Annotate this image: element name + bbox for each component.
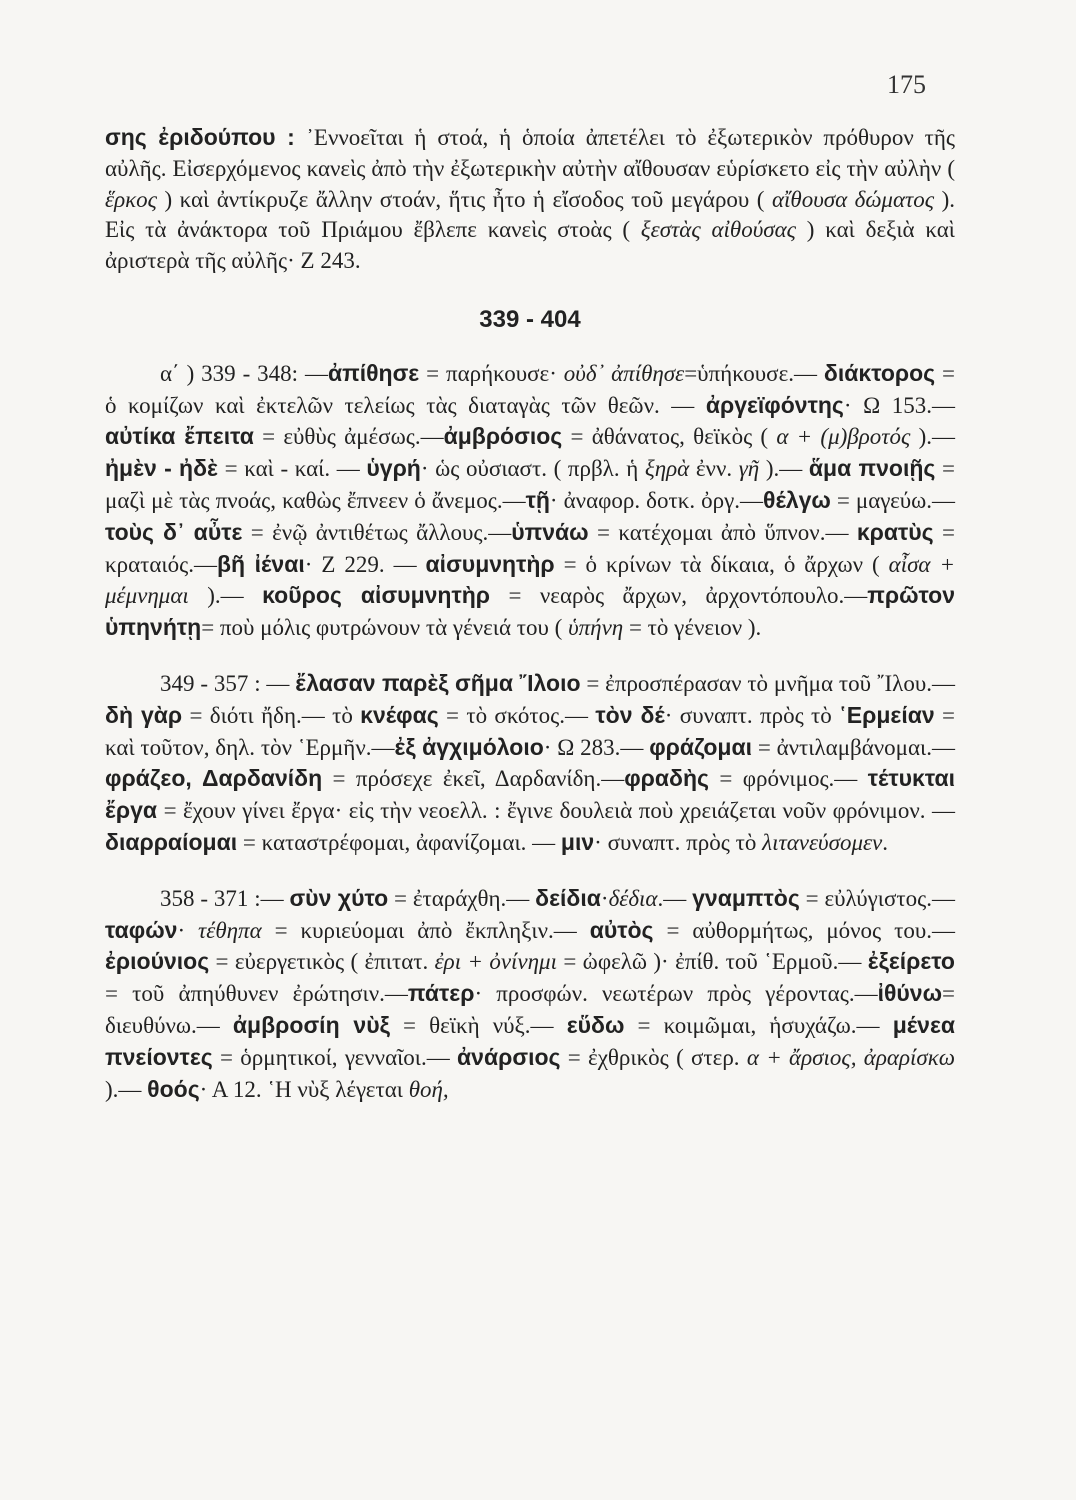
text-run: ).— — [105, 1076, 148, 1102]
lemma-term: ταφών — [105, 916, 178, 943]
italic-citation: ἕρκος — [105, 186, 157, 212]
lemma-term: δείδια — [535, 884, 601, 911]
text-run: ).— — [759, 456, 809, 482]
lemma-term: δὴ γὰρ — [105, 701, 183, 728]
text-run: ).— — [910, 424, 956, 450]
text-run: = μαζὶ μὲ τὰς πνοάς, καθὼς ἔπνεεν ὁ ἄνεμος.— — [105, 456, 955, 513]
text-run: = ἀντιλαμβάνομαι.— — [752, 734, 955, 760]
text-run: = διότι ἤδη.— τὸ — [182, 702, 361, 728]
text-run: ᾽Εννοεῖται ἡ στοά, ἡ ὁποία ἀπετέλει τὸ ἐξωτερικὸν πρόθυρον τῆς αὐλῆς. Εἰσερχόμενος κανεὶς ἀπὸ τὴν ἐξωτερικὴν αὐτὴν αἴθουσαν εὑρίσκετο εἰς τὴν αὐλὴν ( — [105, 125, 955, 181]
lemma-term: φραδὴς — [624, 765, 709, 792]
text-run: = ἐπροσπέρασαν τὸ μνῆμα τοῦ ῎Ιλου.— — [580, 670, 955, 696]
text-run: = μαγεύω.— — [830, 487, 956, 513]
italic-citation: α + ἄρσιος, ἀραρίσκω — [746, 1044, 955, 1070]
lemma-term: τοὺς δ᾽ αὖτε — [105, 518, 243, 545]
text-run: = ὁρμητικοί, γενναῖοι.— — [212, 1044, 458, 1070]
text-run: = φρόνιμος.— — [709, 766, 868, 792]
lemma-term: ἀνάρσιος — [457, 1043, 561, 1070]
text-run: = κατέχομαι ἀπὸ ὕπνον.— — [588, 519, 857, 545]
text-run: = νεαρὸς ἄρχων, ἀρχοντόπουλο.— — [490, 583, 868, 609]
lemma-term: ῾Ερμείαν — [839, 701, 935, 728]
lemma-term: αἰσυμνητὴρ — [425, 550, 555, 577]
text-run: = ποὺ μόλις φυτρώνουν τὰ γένειά του ( — [201, 615, 569, 641]
text-run: · — [177, 917, 199, 943]
italic-citation: αἶσα + μέμνημαι — [105, 551, 955, 609]
text-run: = ὁ κομίζων καὶ ἐκτελῶν τελείως τὰς διαταγὰς τῶν θεῶν. — — [105, 360, 955, 418]
text-run: = κοιμῶμαι, ἡσυχάζω.— — [624, 1012, 893, 1038]
lemma-term: τὸν δέ — [595, 701, 665, 728]
lemma-term: θοός — [147, 1075, 200, 1102]
lemma-term: ὑπνάω — [511, 518, 589, 545]
text-run: ). Εἰς τὰ ἀνάκτορα τοῦ Πριάμου ἔβλεπε κανεὶς στοὰς ( — [105, 186, 956, 243]
lemma-term: εὕδω — [566, 1011, 625, 1038]
lemma-term: αὐτίκα ἔπειτα — [105, 423, 254, 450]
italic-citation: τέθηπα — [198, 917, 262, 943]
text-run: .— — [657, 885, 693, 911]
lemma-term: κνέφας — [360, 701, 439, 728]
text-run: · προσφών. νεωτέρων πρὸς γέροντας.— — [474, 981, 878, 1007]
lemma-term: τέτυκται ἔργα — [105, 765, 955, 824]
italic-citation: α + (μ)βροτός — [776, 424, 911, 450]
lemma-term: ἀμβρόσιος — [443, 423, 563, 450]
lemma-term: τῇ — [525, 486, 550, 513]
lemma-term: ἀργεϊφόντης — [705, 391, 844, 418]
text-run: = κυριεύομαι ἀπὸ ἔκπληξιν.— — [261, 917, 590, 943]
text-run: · ὡς οὐσιαστ. ( πρβλ. ἡ — [420, 456, 645, 482]
text-run: = διευθύνω.— — [105, 981, 955, 1038]
lemma-term: γναμπτὸς — [692, 884, 800, 911]
text-run: = ἔχουν γίνει ἔργα· εἰς τὴν νεοελλ. : ἔγινε δουλειὰ ποὺ χρειάζεται νοῦν φρόνιμον. — — [157, 798, 955, 824]
italic-citation: δέδια — [608, 885, 658, 911]
lemma-term: ἀπίθησε — [327, 359, 420, 386]
intro-paragraph — [105, 122, 955, 277]
section-heading: 339 - 404 — [479, 305, 581, 333]
lemma-term: κρατὺς — [856, 518, 934, 545]
lemma-term: θέλγω — [763, 486, 831, 513]
lemma-term: ἔλασαν παρὲξ σῆμα ῎Ιλοιο — [295, 669, 581, 696]
lemma-term: πάτερ — [407, 980, 475, 1007]
italic-citation: οὐδ᾽ ἀπίθησε — [563, 360, 685, 386]
text-run: = θεϊκὴ νύξ.— — [389, 1012, 567, 1038]
text-run: · συναπτ. πρὸς τὸ — [664, 702, 840, 728]
commentary-paragraph-349-357 — [105, 668, 955, 859]
lemma-term: αὐτὸς — [589, 916, 654, 943]
italic-citation: γῆ — [738, 456, 760, 482]
text-run: 349 - 357 : — — [160, 670, 296, 696]
text-run: = αὐθορμήτως, μόνος του.— — [653, 917, 955, 943]
italic-citation: θοή, — [408, 1076, 449, 1102]
commentary-paragraph-358-371 — [105, 883, 955, 1106]
italic-citation: αἴθουσα δώματος — [771, 186, 935, 212]
text-run: = εὐλύγιστος.— — [799, 885, 955, 911]
lemma-term: βῆ ἰέναι — [216, 550, 305, 577]
lemma-term: διάκτορος — [823, 359, 936, 386]
text-run: ) καὶ ἀντίκρυζε ἄλλην στοάν, ἥτις ἦτο ἡ εἴσοδος τοῦ μεγάρου ( — [156, 186, 772, 212]
text-run: = ἀθάνατος, θεϊκὸς ( — [562, 424, 777, 450]
text-run: = ἐνῷ ἀντιθέτως ἄλλους.— — [242, 519, 512, 545]
commentary-paragraph-339-348 — [105, 358, 955, 644]
lemma-term: ἰθύνω — [877, 980, 943, 1007]
text-run: = τοῦ ἀπηύθυνεν ἐρώτησιν.— — [105, 981, 408, 1007]
text-run: = εὐθὺς ἀμέσως.— — [253, 424, 444, 450]
text-run: = καὶ - καί. — — [217, 456, 367, 482]
text-run: =ὑπήκουσε.— — [684, 360, 824, 386]
italic-citation: λιτανεύσομεν — [762, 829, 883, 855]
lemma-term: ἐριούνιος — [105, 948, 210, 975]
italic-citation: ξεστὰς αἰθούσας — [640, 217, 797, 243]
lemma-term: ἐξ ἀγχιμόλοιο — [394, 733, 544, 760]
lemma-term: ἐξείρετο — [867, 948, 955, 975]
lemma-term: ὑγρή — [366, 455, 421, 482]
italic-citation: ἐρι + ὀνίνημι — [434, 949, 557, 975]
text-run: α΄ ) 339 - 348: — — [160, 360, 328, 386]
italic-citation: ξηρὰ — [644, 456, 690, 482]
lemma-term: ἠμὲν - ἠδὲ — [105, 455, 218, 482]
page-body — [105, 122, 955, 1105]
text-run: · — [600, 885, 609, 911]
text-run: = τὸ γένειον ). — [623, 615, 762, 641]
text-run: · συναπτ. πρὸς τὸ — [594, 829, 763, 855]
text-run: = ἐταράχθη.— — [388, 885, 536, 911]
text-run: = ἐχθρικὸς ( στερ. — [560, 1044, 747, 1070]
text-run: · Α 12. ῾Η νὺξ λέγεται — [199, 1076, 409, 1102]
lemma-term: ἅμα πνοιῇς — [808, 455, 936, 482]
italic-citation: ὑπήνη — [568, 615, 624, 641]
lemma-term: μιν — [560, 828, 595, 855]
text-run: = εὐεργετικὸς ( ἐπιτατ. — [209, 949, 435, 975]
lemma-term: μένεα πνείοντες — [105, 1011, 956, 1070]
lemma-term: φράζομαι — [649, 733, 753, 760]
page-number: 175 — [887, 70, 926, 99]
text-run: · ἀναφορ. δοτκ. ὀργ.— — [549, 487, 764, 513]
text-run: = καταστρέφομαι, ἀφανίζομαι. — — [237, 829, 561, 855]
lemma-term: κοῦρος αἰσυμνητὴρ — [262, 582, 491, 609]
lemma-term: πρῶτον ὑπηνήτῃ — [105, 582, 956, 641]
text-run: 358 - 371 :— — [160, 885, 290, 911]
text-run: ) καὶ δεξιὰ καὶ ἀριστερὰ τῆς αὐλῆς· Ζ 243. — [105, 217, 955, 274]
text-run: = κραταιός.— — [105, 519, 955, 577]
text-run: · Ζ 229. — — [304, 551, 426, 577]
lemma-term: ἀμβροσίη νὺξ — [232, 1011, 390, 1038]
text-run: · Ω 283.— — [543, 734, 650, 760]
lemma-term: διαρραίομαι — [105, 828, 238, 855]
text-run: = πρόσεχε ἐκεῖ, Δαρδανίδη.— — [322, 766, 625, 792]
lemma-term: φράζεο, Δαρδανίδη — [105, 765, 323, 792]
text-run: = ὠφελῶ )· ἐπίθ. τοῦ ῾Ερμοῦ.— — [556, 949, 868, 975]
text-run: ).— — [188, 583, 263, 609]
text-run: · Ω 153.— — [843, 392, 955, 418]
text-run: = καὶ τοῦτον, δηλ. τὸν ῾Ερμῆν.— — [105, 702, 955, 760]
text-run: = παρήκουσε· — [419, 360, 564, 386]
text-run: . — [882, 829, 889, 855]
text-run: ἐνν. — [689, 456, 739, 482]
lemma-term: σὺν χύτο — [289, 884, 389, 911]
text-run: = τὸ σκότος.— — [438, 702, 596, 728]
lemma-term: σης ἐριδούπου : — [105, 124, 307, 150]
text-run: = ὁ κρίνων τὰ δίκαια, ὁ ἄρχων ( — [554, 551, 889, 577]
